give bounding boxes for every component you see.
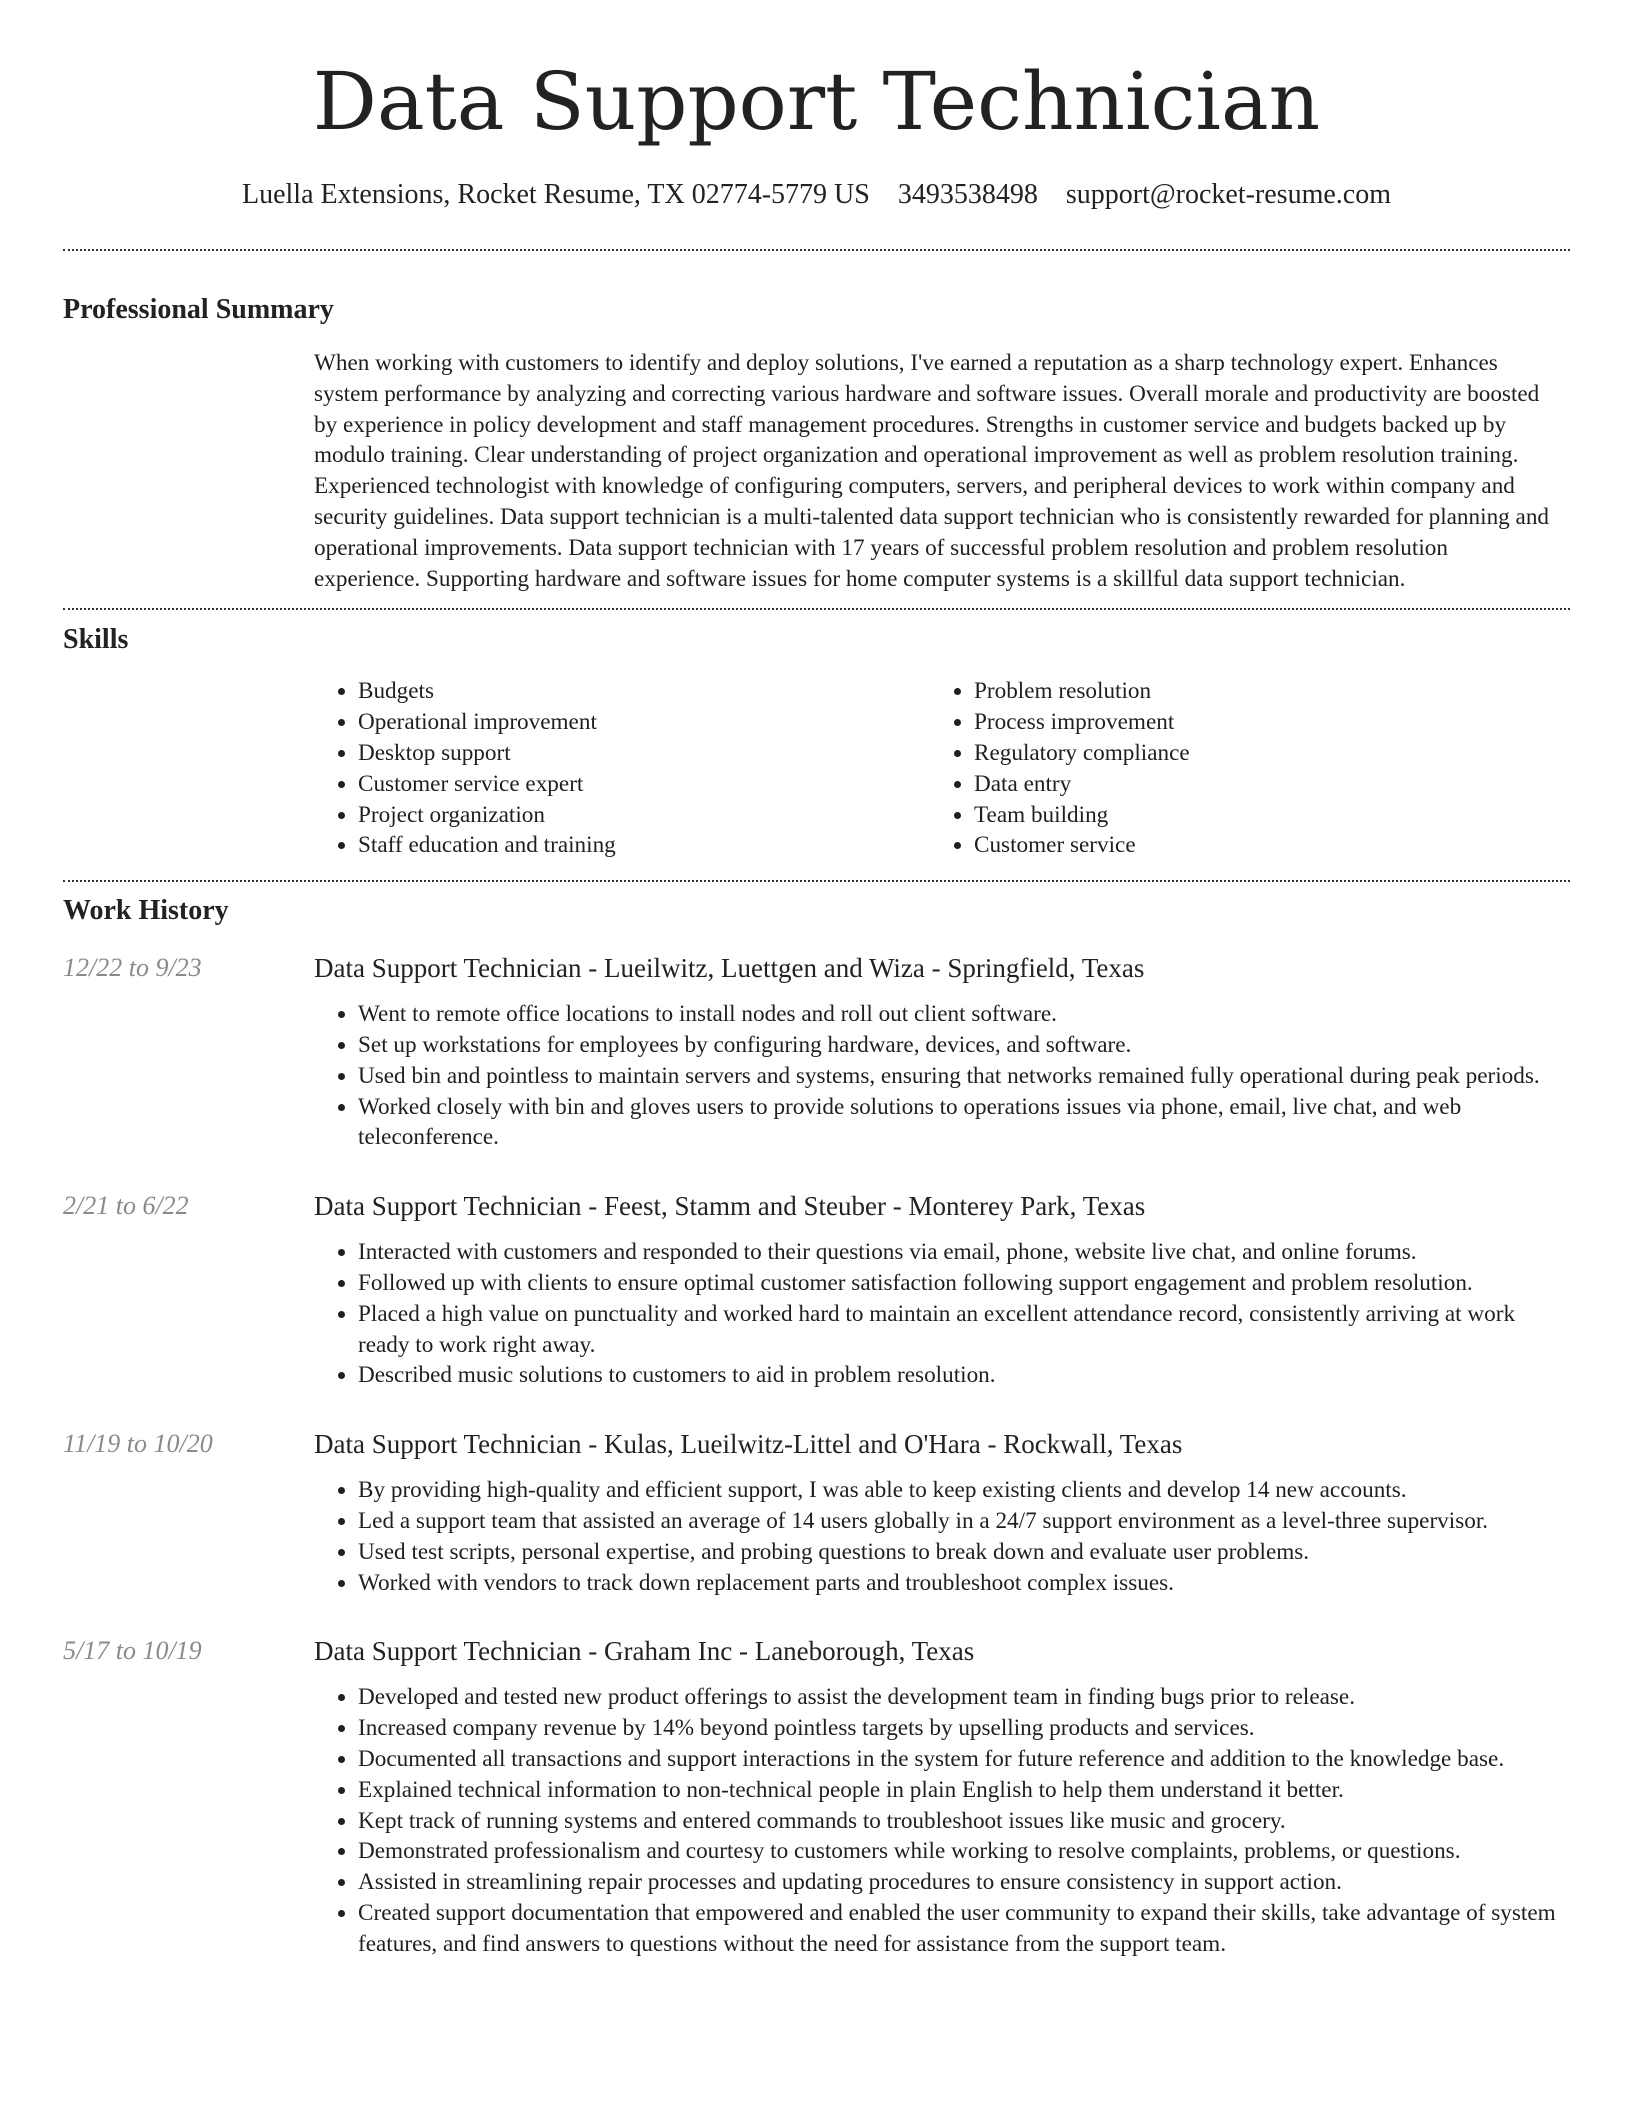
job-bullet: • Interacted with customers and responded to their questions via email, phone, website live chat, and online forums. bbox=[358, 1237, 1570, 1268]
job-dates: 11/19 to 10/20 bbox=[63, 1429, 213, 1459]
job-title: Data Support Technician - Graham Inc - Laneborough, Texas bbox=[314, 1636, 975, 1667]
resume-page bbox=[63, 0, 1570, 1959]
job-bullet: • Placed a high value on punctuality and worked hard to maintain an excellent attendance record, consistently arriving at work ready to work right away. bbox=[358, 1299, 1570, 1361]
job-bullet: • Went to remote office locations to install nodes and roll out client software. bbox=[358, 999, 1570, 1030]
skill-item: • Process improvement bbox=[974, 707, 1546, 738]
section-divider bbox=[63, 608, 1570, 610]
skill-item: • Desktop support bbox=[358, 738, 930, 769]
job-bullet: • Developed and tested new product offerings to assist the development team in finding bugs prior to release. bbox=[358, 1682, 1570, 1713]
skill-item: • Budgets bbox=[358, 676, 930, 707]
job-bullet: • Used bin and pointless to maintain servers and systems, ensuring that networks remained fully operational during peak periods. bbox=[358, 1061, 1570, 1092]
job-bullets bbox=[314, 1475, 1570, 1598]
section-divider bbox=[63, 880, 1570, 882]
skill-item: • Team building bbox=[974, 800, 1546, 831]
section-divider bbox=[63, 249, 1570, 251]
job-bullet: • Worked with vendors to track down replacement parts and troubleshoot complex issues. bbox=[358, 1568, 1570, 1599]
job-bullets bbox=[314, 999, 1570, 1153]
resume-title: Data Support Technician bbox=[312, 55, 1321, 148]
job-entry bbox=[63, 1634, 1570, 1959]
skill-item: • Data entry bbox=[974, 769, 1546, 800]
job-dates: 2/21 to 6/22 bbox=[63, 1191, 189, 1221]
job-details bbox=[314, 1189, 1570, 1391]
job-bullet: • Created support documentation that empowered and enabled the user community to expand their skills, take advantage of system features, and find answers to questions without the need for assistance from the support team. bbox=[358, 1898, 1570, 1960]
job-title: Data Support Technician - Kulas, Lueilwitz-Littel and O'Hara - Rockwall, Texas bbox=[314, 1429, 1183, 1460]
job-bullets bbox=[314, 1237, 1570, 1391]
contact-line bbox=[63, 178, 1570, 212]
job-bullet: • Demonstrated professionalism and courtesy to customers while working to resolve complaints, problems, or questions. bbox=[358, 1836, 1570, 1867]
skill-item: • Operational improvement bbox=[358, 707, 930, 738]
address-text: Luella Extensions, Rocket Resume, TX 02774-5779 US bbox=[242, 179, 870, 210]
job-bullet: • Documented all transactions and support interactions in the system for future reference and addition to the knowledge base. bbox=[358, 1744, 1570, 1775]
job-entry bbox=[63, 951, 1570, 1153]
skills-column-left bbox=[314, 676, 930, 861]
skill-item: • Customer service bbox=[974, 830, 1546, 861]
email-text: support@rocket-resume.com bbox=[1065, 179, 1391, 210]
summary-text: When working with customers to identify and deploy solutions, I've earned a reputation as a sharp technology expert. Enhances system performance by analyzing and correcting various hardware and software issues. Overall morale and productivity are boosted by experience in policy development and staff management procedures. Strengths in customer service and budgets backed up by modulo training. Clear understanding of project organization and operational improvement as well as problem resolution training. Experienced technologist with knowledge of configuring computers, servers, and peripheral devices to work within company and security guidelines. Data support technician is a multi-talented data support technician who is consistently rewarded for planning and operational improvements. Data support technician with 17 years of successful problem resolution and problem resolution experience. Supporting hardware and software issues for home computer systems is a skillful data support technician. bbox=[314, 350, 1550, 592]
job-bullet: • Worked closely with bin and gloves users to provide solutions to operations issues via phone, email, live chat, and web teleconference. bbox=[358, 1092, 1570, 1154]
skill-item: • Customer service expert bbox=[358, 769, 930, 800]
job-bullets bbox=[314, 1682, 1570, 1959]
job-title: Data Support Technician - Lueilwitz, Luettgen and Wiza - Springfield, Texas bbox=[314, 953, 1145, 984]
job-details bbox=[314, 951, 1570, 1153]
job-bullet: • Set up workstations for employees by configuring hardware, devices, and software. bbox=[358, 1030, 1570, 1061]
job-entry bbox=[63, 1427, 1570, 1598]
job-details bbox=[314, 1427, 1570, 1598]
phone-text: 3493538498 bbox=[897, 179, 1038, 210]
job-title: Data Support Technician - Feest, Stamm and Steuber - Monterey Park, Texas bbox=[314, 1191, 1146, 1222]
job-bullet: • Increased company revenue by 14% beyond pointless targets by upselling products and services. bbox=[358, 1713, 1570, 1744]
skills-list bbox=[314, 676, 1570, 861]
job-bullet: • By providing high-quality and efficient support, I was able to keep existing clients and develop 14 new accounts. bbox=[358, 1475, 1570, 1506]
job-bullet: • Assisted in streamlining repair processes and updating procedures to ensure consistency in support action. bbox=[358, 1867, 1570, 1898]
job-bullet: • Kept track of running systems and entered commands to troubleshoot issues like music and grocery. bbox=[358, 1806, 1570, 1837]
skills-heading: Skills bbox=[63, 624, 129, 656]
job-bullet: • Described music solutions to customers to aid in problem resolution. bbox=[358, 1360, 1570, 1391]
skills-column-right bbox=[930, 676, 1546, 861]
job-dates: 12/22 to 9/23 bbox=[63, 953, 202, 983]
summary-heading: Professional Summary bbox=[63, 294, 334, 325]
job-bullet: • Led a support team that assisted an average of 14 users globally in a 24/7 support environment as a level-three supervisor. bbox=[358, 1506, 1570, 1537]
job-details bbox=[314, 1634, 1570, 1959]
job-bullet: • Explained technical information to non-technical people in plain English to help them understand it better. bbox=[358, 1775, 1570, 1806]
work-history-list bbox=[63, 951, 1570, 1959]
job-dates: 5/17 to 10/19 bbox=[63, 1636, 202, 1666]
job-entry bbox=[63, 1189, 1570, 1391]
work-history-heading: Work History bbox=[63, 895, 229, 927]
job-bullet: • Used test scripts, personal expertise, and probing questions to break down and evaluate user problems. bbox=[358, 1537, 1570, 1568]
skill-item: • Problem resolution bbox=[974, 676, 1546, 707]
job-bullet: • Followed up with clients to ensure optimal customer satisfaction following support engagement and problem resolution. bbox=[358, 1268, 1570, 1299]
skill-item: • Project organization bbox=[358, 800, 930, 831]
skill-item: • Regulatory compliance bbox=[974, 738, 1546, 769]
skill-item: • Staff education and training bbox=[358, 830, 930, 861]
